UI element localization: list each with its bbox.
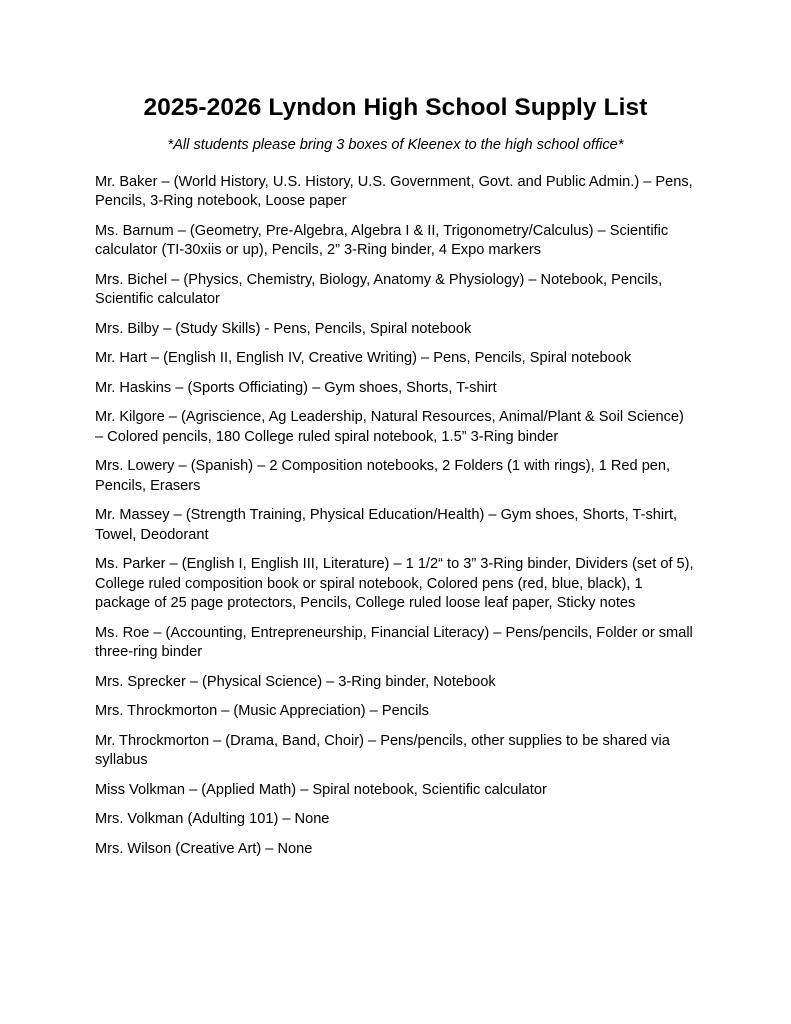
supply-list-entry-mrs-volkman: Mrs. Volkman (Adulting 101) – None [95, 811, 330, 827]
supply-list-entry-haskins: Mr. Haskins – (Sports Officiating) – Gym shoes, Shorts, T-shirt [95, 379, 497, 396]
supply-list-entry-mr-throckmorton: Mr. Throckmorton – (Drama, Band, Choir) – Pens/pencils, other supplies to be shared via syllabus [95, 732, 670, 768]
supply-list-entry-lowery: Mrs. Lowery – (Spanish) – 2 Composition notebooks, 2 Folders (1 with rings), 1 Red pen, Pencils, Erasers [95, 458, 671, 494]
supply-list-entry-parker: Ms. Parker – (English I, English III, Literature) – 1 1/2“ to 3” 3-Ring binder, Dividers (set of 5), College ruled composition book or spiral notebook, Colored pens (red, blue, black), 1 package of 25 page protectors, Pencils, College ruled loose leaf paper, Sticky notes [95, 556, 694, 611]
supply-list-entry-hart: Mr. Hart – (English II, English IV, Creative Writing) – Pens, Pencils, Spiral notebook [95, 350, 632, 366]
supply-list-entry-mrs-throckmorton: Mrs. Throckmorton – (Music Appreciation) – Pencils [95, 703, 429, 719]
supply-list-entry-barnum: Ms. Barnum – (Geometry, Pre-Algebra, Algebra I & II, Trigonometry/Calculus) – Scientific calculator (TI-30xiis or up), Pencils, 2” 3-Ring binder, 4 Expo markers [95, 222, 669, 258]
supply-list-entry-roe: Ms. Roe – (Accounting, Entrepreneurship, Financial Literacy) – Pens/pencils, Folder or small three-ring binder [95, 624, 693, 660]
page-title: 2025-2026 Lyndon High School Supply List [143, 94, 648, 121]
supply-list-entry-bilby: Mrs. Bilby – (Study Skills) - Pens, Pencils, Spiral notebook [95, 320, 472, 337]
supply-list-entry-miss-volkman: Miss Volkman – (Applied Math) – Spiral notebook, Scientific calculator [95, 781, 547, 798]
supply-list-entry-bichel: Mrs. Bichel – (Physics, Chemistry, Biology, Anatomy & Physiology) – Notebook, Pencils, Scientific calculator [95, 271, 663, 307]
supply-list-entry-kilgore: Mr. Kilgore – (Agriscience, Ag Leadership, Natural Resources, Animal/Plant & Soil Science) – Colored pencils, 180 College ruled spiral notebook, 1.5” 3-Ring binder [95, 409, 684, 445]
supply-list-entry-wilson: Mrs. Wilson (Creative Art) – None [95, 840, 313, 857]
supply-list-entry-baker: Mr. Baker – (World History, U.S. History, U.S. Government, Govt. and Public Admin.) – Pens, Pencils, 3-Ring notebook, Loose paper [95, 173, 693, 209]
supply-list-entry-sprecker: Mrs. Sprecker – (Physical Science) – 3-Ring binder, Notebook [95, 673, 496, 690]
supply-list-entry-massey: Mr. Massey – (Strength Training, Physical Education/Health) – Gym shoes, Shorts, T-shirt, Towel, Deodorant [95, 507, 678, 543]
kleenex-notice-subtitle: *All students please bring 3 boxes of Kleenex to the high school office* [167, 137, 624, 153]
